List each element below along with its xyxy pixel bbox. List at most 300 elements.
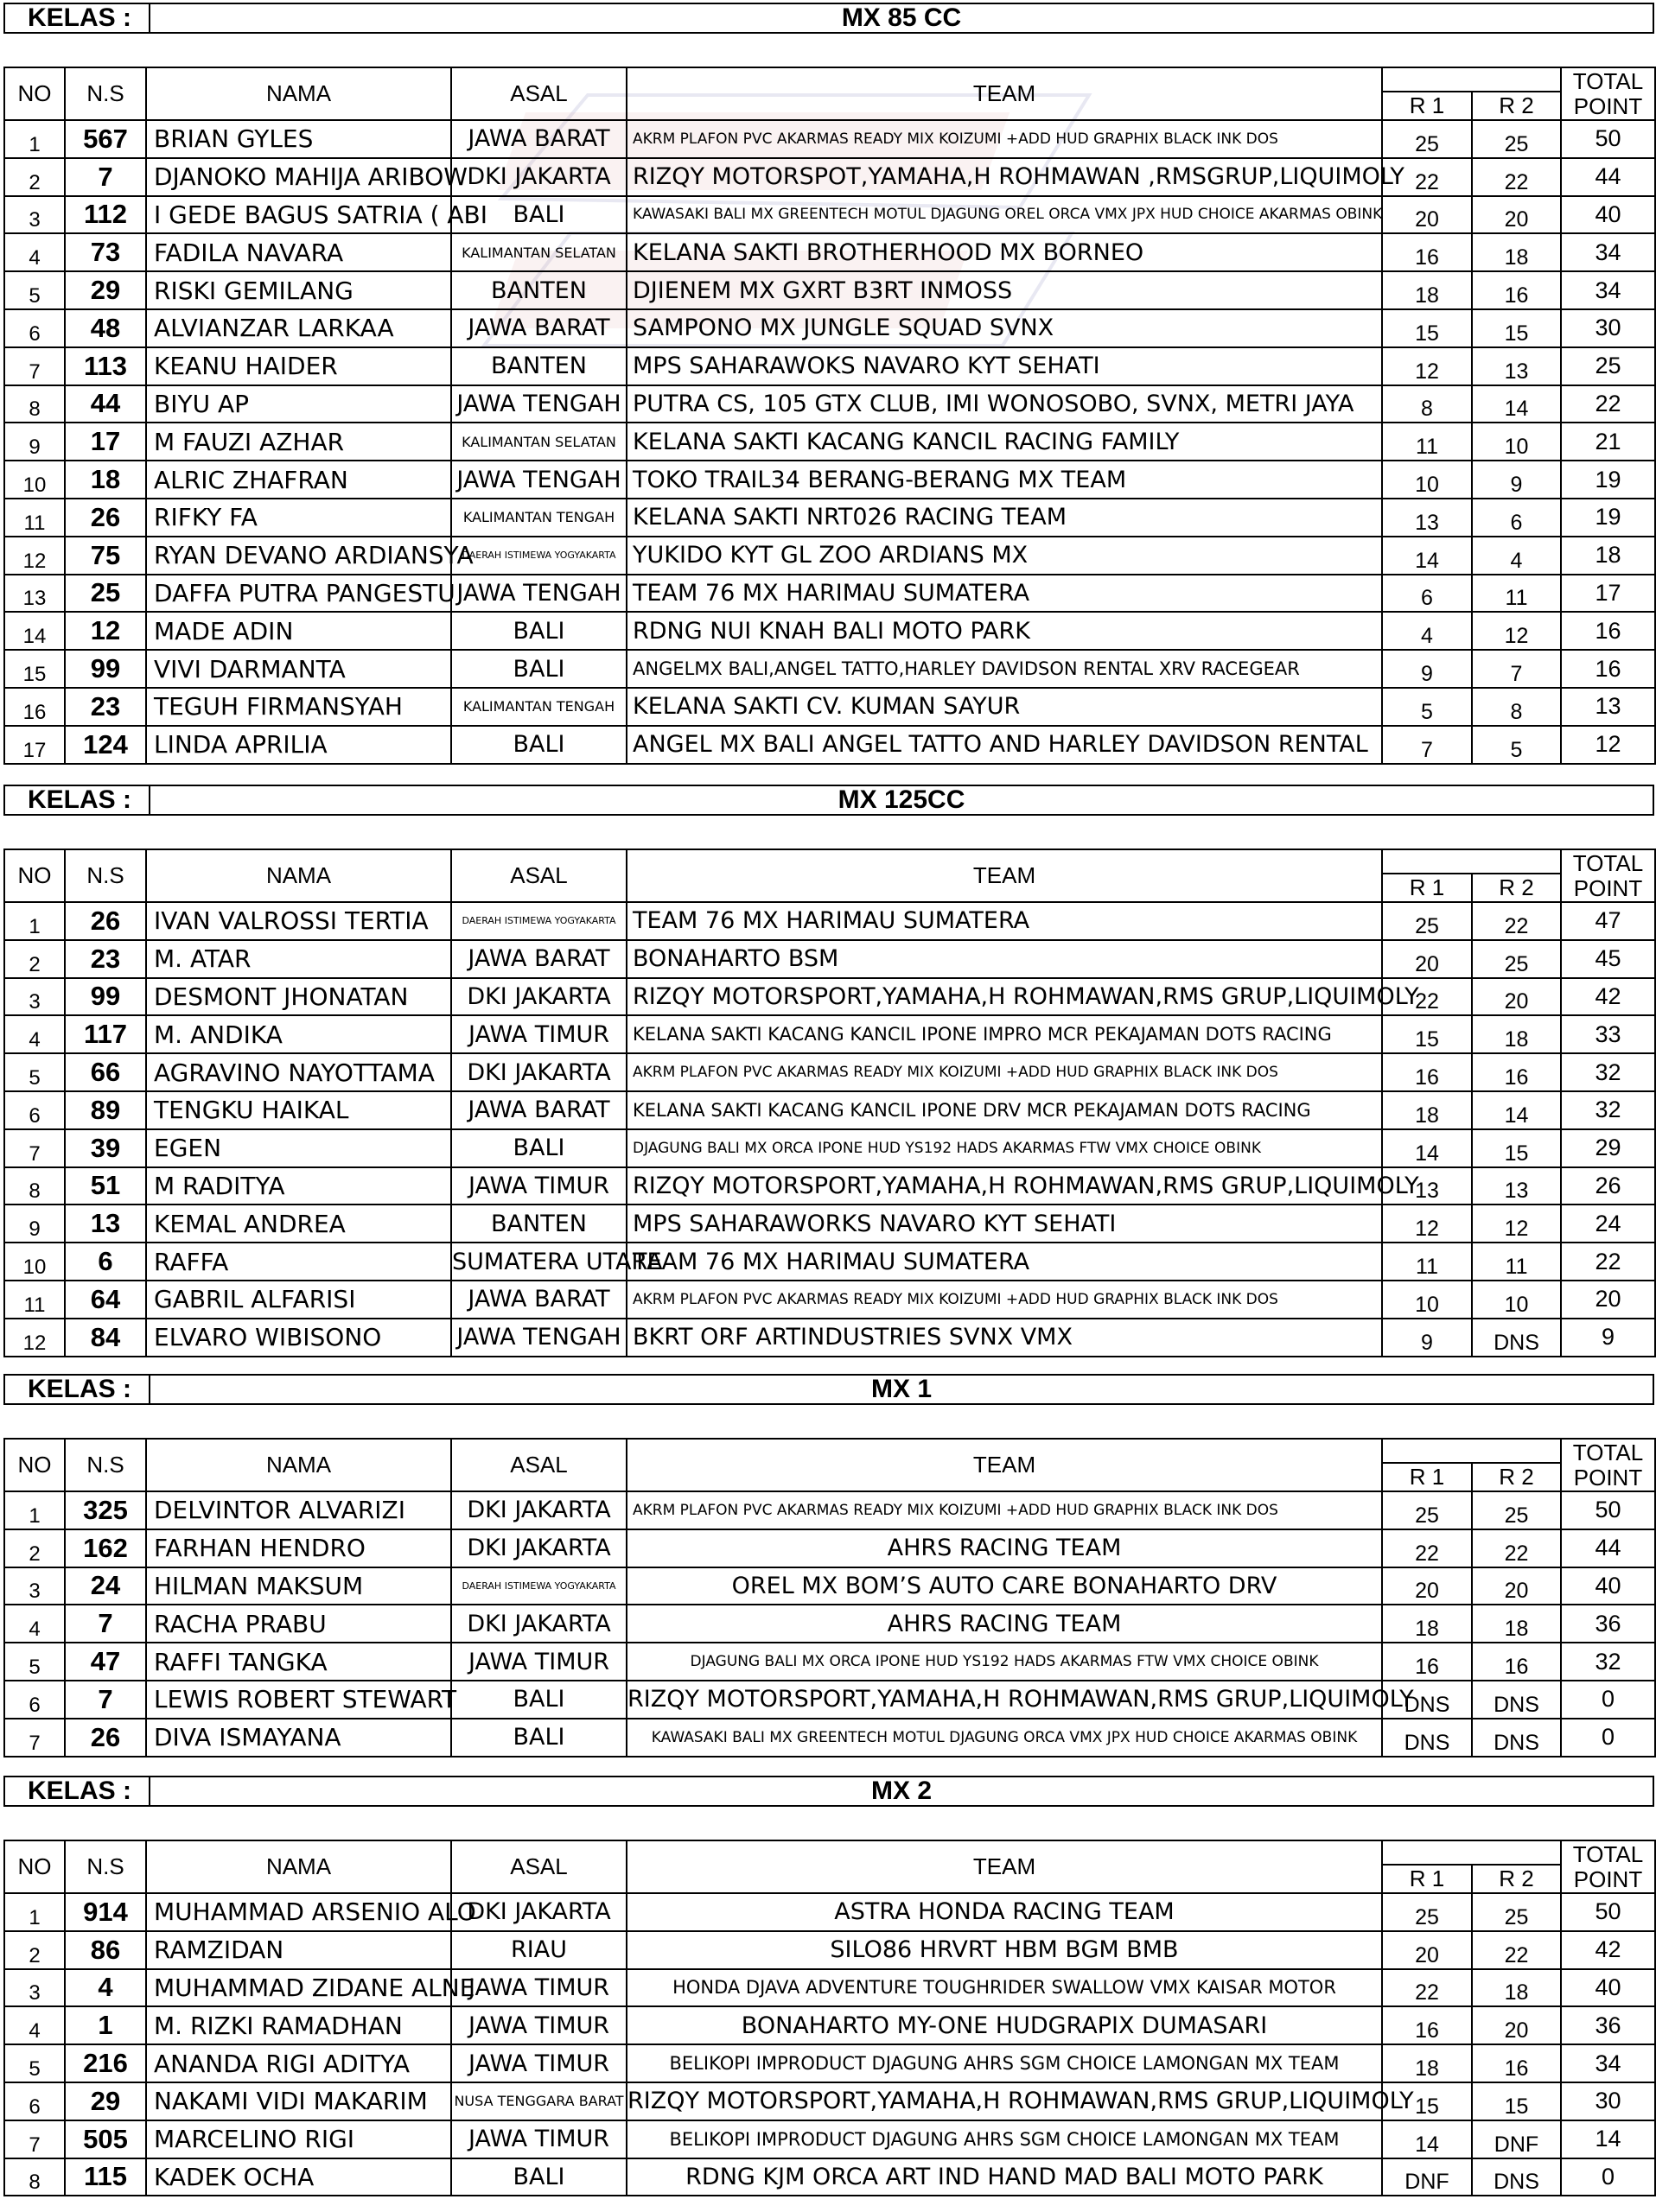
table-row: [4, 1129, 1655, 1167]
cell-start-number: 6: [65, 1243, 146, 1281]
cell-start-number: 25: [65, 575, 146, 613]
kelas-bar: [3, 1776, 1654, 1807]
cell-start-number: 44: [65, 385, 146, 423]
cell-race1: 11: [1382, 423, 1472, 461]
cell-no: 5: [4, 1643, 65, 1681]
table-row: [4, 1167, 1655, 1205]
cell-total-point: 30: [1561, 309, 1655, 347]
cell-race1: DNS: [1382, 1681, 1472, 1719]
cell-rider-name: BRIAN GYLES: [146, 120, 451, 158]
cell-rider-name: NAKAMI VIDI MAKARIM: [146, 2082, 451, 2120]
cell-origin: JAWA BARAT: [451, 1281, 627, 1319]
cell-rider-name: RISKI GEMILANG: [146, 271, 451, 309]
cell-start-number: 13: [65, 1205, 146, 1243]
cell-race2: 22: [1472, 158, 1561, 196]
cell-origin: JAWA TIMUR: [451, 2044, 627, 2082]
cell-origin: JAWA TENGAH: [451, 461, 627, 499]
cell-rider-name: AGRAVINO NAYOTTAMA: [146, 1053, 451, 1091]
table-row: [4, 1243, 1655, 1281]
header-total-line2: POINT: [1573, 1866, 1643, 1892]
cell-rider-name: DELVINTOR ALVARIZI: [146, 1491, 451, 1529]
cell-race1: 25: [1382, 1893, 1472, 1931]
cell-race1: DNF: [1382, 2158, 1472, 2196]
cell-race2: 20: [1472, 196, 1561, 234]
header-no: NO: [4, 1439, 65, 1491]
cell-team: AKRM PLAFON PVC AKARMAS READY MIX KOIZUMI +ADD HUD GRAPHIX BLACK INK DOS: [627, 1281, 1382, 1319]
cell-rider-name: DJANOKO MAHIJA ARIBOW: [146, 158, 451, 196]
table-row: [4, 650, 1655, 688]
cell-no: 1: [4, 120, 65, 158]
table-row: [4, 1643, 1655, 1681]
cell-race2: 10: [1472, 423, 1561, 461]
cell-race2: 14: [1472, 1091, 1561, 1129]
cell-start-number: 26: [65, 499, 146, 537]
cell-race2: 9: [1472, 461, 1561, 499]
cell-origin: BALI: [451, 1681, 627, 1719]
kelas-name: MX 2: [870, 1777, 933, 1805]
header-ns: N.S: [65, 1840, 146, 1893]
cell-rider-name: LEWIS ROBERT STEWART: [146, 1681, 451, 1719]
cell-start-number: 7: [65, 1681, 146, 1719]
header-race-group: [1382, 849, 1561, 874]
cell-team: HONDA DJAVA ADVENTURE TOUGHRIDER SWALLOW VMX KAISAR MOTOR: [627, 1969, 1382, 2007]
table-row: [4, 196, 1655, 234]
cell-race1: 22: [1382, 158, 1472, 196]
cell-team: RDNG NUI KNAH BALI MOTO PARK: [627, 612, 1382, 650]
cell-race1: 14: [1382, 1129, 1472, 1167]
table-row: [4, 423, 1655, 461]
cell-race1: 11: [1382, 1243, 1472, 1281]
table-row: [4, 1681, 1655, 1719]
cell-race1: 8: [1382, 385, 1472, 423]
cell-total-point: 42: [1561, 1931, 1655, 1969]
cell-origin: DAERAH ISTIMEWA YOGYAKARTA: [451, 537, 627, 575]
cell-rider-name: M RADITYA: [146, 1167, 451, 1205]
cell-race2: 18: [1472, 1969, 1561, 2007]
cell-start-number: 39: [65, 1129, 146, 1167]
cell-total-point: 20: [1561, 1281, 1655, 1319]
header-total-line1: TOTAL: [1572, 1439, 1644, 1465]
cell-race1: 20: [1382, 1931, 1472, 1969]
cell-start-number: 29: [65, 271, 146, 309]
cell-no: 1: [4, 1491, 65, 1529]
cell-race1: 25: [1382, 1491, 1472, 1529]
cell-total-point: 50: [1561, 120, 1655, 158]
cell-race1: 15: [1382, 2082, 1472, 2120]
cell-no: 6: [4, 309, 65, 347]
cell-race1: 20: [1382, 1567, 1472, 1605]
cell-race2: 20: [1472, 2006, 1561, 2044]
cell-origin: JAWA TIMUR: [451, 1643, 627, 1681]
cell-start-number: 26: [65, 1719, 146, 1757]
cell-no: 5: [4, 2044, 65, 2082]
cell-total-point: 40: [1561, 196, 1655, 234]
cell-no: 8: [4, 1167, 65, 1205]
cell-team: PUTRA CS, 105 GTX CLUB, IMI WONOSOBO, SVNX, METRI JAYA: [627, 385, 1382, 423]
table-row: [4, 233, 1655, 271]
cell-team: RIZQY MOTORSPORT,YAMAHA,H ROHMAWAN,RMS GRUP,LIQUIMOLY: [627, 1681, 1382, 1719]
cell-total-point: 21: [1561, 423, 1655, 461]
cell-start-number: 48: [65, 309, 146, 347]
cell-total-point: 29: [1561, 1129, 1655, 1167]
cell-total-point: 12: [1561, 726, 1655, 764]
cell-no: 11: [4, 499, 65, 537]
cell-origin: DKI JAKARTA: [451, 978, 627, 1016]
cell-no: 4: [4, 1015, 65, 1053]
cell-start-number: 117: [65, 1015, 146, 1053]
header-ns: N.S: [65, 1439, 146, 1491]
cell-race2: 11: [1472, 1243, 1561, 1281]
cell-total-point: 22: [1561, 1243, 1655, 1281]
cell-origin: JAWA TIMUR: [451, 2120, 627, 2158]
header-total-line2: POINT: [1573, 874, 1643, 901]
cell-rider-name: MUHAMMAD ARSENIO ALO: [146, 1893, 451, 1931]
cell-no: 3: [4, 1969, 65, 2007]
header-nama: NAMA: [146, 849, 451, 902]
cell-team: ASTRA HONDA RACING TEAM: [627, 1893, 1382, 1931]
cell-no: 3: [4, 978, 65, 1016]
cell-total-point: 32: [1561, 1091, 1655, 1129]
cell-total-point: 50: [1561, 1491, 1655, 1529]
cell-start-number: 99: [65, 978, 146, 1016]
cell-race1: 6: [1382, 575, 1472, 613]
cell-origin: JAWA TENGAH: [451, 575, 627, 613]
cell-origin: JAWA BARAT: [451, 120, 627, 158]
header-asal: ASAL: [451, 67, 627, 120]
cell-race2: 15: [1472, 2082, 1561, 2120]
cell-team: RIZQY MOTORSPORT,YAMAHA,H ROHMAWAN,RMS GRUP,LIQUIMOLY: [627, 978, 1382, 1016]
cell-team: AKRM PLAFON PVC AKARMAS READY MIX KOIZUMI +ADD HUD GRAPHIX BLACK INK DOS: [627, 1053, 1382, 1091]
cell-origin: JAWA TENGAH: [451, 1319, 627, 1357]
cell-race1: 18: [1382, 1091, 1472, 1129]
cell-no: 16: [4, 688, 65, 726]
cell-total-point: 17: [1561, 575, 1655, 613]
cell-origin: JAWA BARAT: [451, 1091, 627, 1129]
table-row: [4, 1281, 1655, 1319]
cell-total-point: 0: [1561, 1681, 1655, 1719]
cell-team: RDNG KJM ORCA ART IND HAND MAD BALI MOTO PARK: [627, 2158, 1382, 2196]
header-total-line2: POINT: [1573, 1464, 1643, 1491]
cell-race1: 15: [1382, 1015, 1472, 1053]
cell-origin: BALI: [451, 726, 627, 764]
cell-total-point: 45: [1561, 940, 1655, 978]
cell-team: BKRT ORF ARTINDUSTRIES SVNX VMX: [627, 1319, 1382, 1357]
cell-start-number: 7: [65, 158, 146, 196]
cell-team: OREL MX BOM’S AUTO CARE BONAHARTO DRV: [627, 1567, 1382, 1605]
cell-origin: JAWA TIMUR: [451, 1015, 627, 1053]
cell-no: 8: [4, 2158, 65, 2196]
cell-race1: 25: [1382, 902, 1472, 940]
cell-race2: 10: [1472, 1281, 1561, 1319]
cell-race2: 15: [1472, 1129, 1561, 1167]
cell-no: 13: [4, 575, 65, 613]
cell-total-point: 36: [1561, 1605, 1655, 1643]
table-row: [4, 1931, 1655, 1969]
table-row: [4, 688, 1655, 726]
cell-start-number: 26: [65, 902, 146, 940]
table-row: [4, 385, 1655, 423]
cell-team: AHRS RACING TEAM: [627, 1529, 1382, 1567]
table-row: [4, 1529, 1655, 1567]
cell-rider-name: M. RIZKI RAMADHAN: [146, 2006, 451, 2044]
cell-team: RIZQY MOTORSPOT,YAMAHA,H ROHMAWAN ,RMSGRUP,LIQUIMOLY: [627, 158, 1382, 196]
cell-team: RIZQY MOTORSPORT,YAMAHA,H ROHMAWAN,RMS GRUP,LIQUIMOLY: [627, 1167, 1382, 1205]
cell-race1: 14: [1382, 2120, 1472, 2158]
cell-rider-name: M FAUZI AZHAR: [146, 423, 451, 461]
cell-total-point: 16: [1561, 612, 1655, 650]
cell-team: ANGELMX BALI,ANGEL TATTO,HARLEY DAVIDSON RENTAL XRV RACEGEAR: [627, 650, 1382, 688]
cell-race2: 18: [1472, 233, 1561, 271]
kelas-name: MX 85 CC: [841, 3, 962, 32]
cell-team: KELANA SAKTI KACANG KANCIL IPONE DRV MCR PEKAJAMAN DOTS RACING: [627, 1091, 1382, 1129]
cell-race1: 22: [1382, 978, 1472, 1016]
cell-no: 5: [4, 271, 65, 309]
cell-no: 6: [4, 2082, 65, 2120]
header-team: TEAM: [627, 849, 1382, 902]
cell-total-point: 0: [1561, 1719, 1655, 1757]
table-row: [4, 2006, 1655, 2044]
cell-no: 11: [4, 1281, 65, 1319]
cell-race2: 18: [1472, 1605, 1561, 1643]
cell-race1: 7: [1382, 726, 1472, 764]
header-total-line1: TOTAL: [1572, 1840, 1644, 1867]
header-r1: R 1: [1382, 1463, 1472, 1491]
cell-team: DJAGUNG BALI MX ORCA IPONE HUD YS192 HADS AKARMAS FTW VMX CHOICE OBINK: [627, 1129, 1382, 1167]
cell-start-number: 18: [65, 461, 146, 499]
header-no: NO: [4, 849, 65, 902]
cell-no: 12: [4, 537, 65, 575]
kelas-bar: [3, 785, 1654, 816]
cell-origin: KALIMANTAN TENGAH: [451, 688, 627, 726]
header-asal: ASAL: [451, 849, 627, 902]
cell-team: KELANA SAKTI BROTHERHOOD MX BORNEO: [627, 233, 1382, 271]
cell-team: KELANA SAKTI KACANG KANCIL IPONE IMPRO MCR PEKAJAMAN DOTS RACING: [627, 1015, 1382, 1053]
results-table: [3, 67, 1656, 765]
cell-no: 9: [4, 1205, 65, 1243]
cell-rider-name: FARHAN HENDRO: [146, 1529, 451, 1567]
cell-team: BONAHARTO MY-ONE HUDGRAPIX DUMASARI: [627, 2006, 1382, 2044]
cell-race2: 18: [1472, 1015, 1561, 1053]
cell-rider-name: KEMAL ANDREA: [146, 1205, 451, 1243]
cell-race1: 16: [1382, 1643, 1472, 1681]
cell-no: 15: [4, 650, 65, 688]
kelas-label: KELAS :: [5, 1376, 150, 1403]
cell-race2: 22: [1472, 1529, 1561, 1567]
cell-no: 3: [4, 196, 65, 234]
cell-race2: 8: [1472, 688, 1561, 726]
cell-rider-name: MADE ADIN: [146, 612, 451, 650]
cell-total-point: 44: [1561, 1529, 1655, 1567]
cell-race1: 22: [1382, 1529, 1472, 1567]
cell-total-point: 40: [1561, 1567, 1655, 1605]
cell-origin: BANTEN: [451, 347, 627, 385]
cell-start-number: 216: [65, 2044, 146, 2082]
cell-no: 3: [4, 1567, 65, 1605]
cell-total-point: 32: [1561, 1053, 1655, 1091]
cell-total-point: 14: [1561, 2120, 1655, 2158]
cell-rider-name: MUHAMMAD ZIDANE ALNE: [146, 1969, 451, 2007]
cell-start-number: 7: [65, 1605, 146, 1643]
table-row: [4, 271, 1655, 309]
cell-origin: KALIMANTAN TENGAH: [451, 499, 627, 537]
cell-origin: DKI JAKARTA: [451, 1053, 627, 1091]
table-row: [4, 1205, 1655, 1243]
header-asal: ASAL: [451, 1439, 627, 1491]
cell-origin: DKI JAKARTA: [451, 158, 627, 196]
kelas-name: MX 125CC: [838, 785, 965, 814]
cell-team: DJAGUNG BALI MX ORCA IPONE HUD YS192 HADS AKARMAS FTW VMX CHOICE OBINK: [627, 1643, 1382, 1681]
table-row: [4, 158, 1655, 196]
cell-team: TEAM 76 MX HARIMAU SUMATERA: [627, 575, 1382, 613]
cell-team: KAWASAKI BALI MX GREENTECH MOTUL DJAGUNG OREL ORCA VMX JPX HUD CHOICE AKARMAS OBINK: [627, 196, 1382, 234]
header-race-group: [1382, 67, 1561, 92]
table-row: [4, 1605, 1655, 1643]
header-r2: R 2: [1472, 1463, 1561, 1491]
header-team: TEAM: [627, 67, 1382, 120]
cell-no: 9: [4, 423, 65, 461]
kelas-name: MX 1: [870, 1375, 933, 1403]
results-table: [3, 1438, 1656, 1758]
cell-origin: DKI JAKARTA: [451, 1893, 627, 1931]
cell-origin: BANTEN: [451, 1205, 627, 1243]
cell-race1: 14: [1382, 537, 1472, 575]
cell-rider-name: MARCELINO RIGI: [146, 2120, 451, 2158]
cell-origin: BALI: [451, 1719, 627, 1757]
cell-start-number: 84: [65, 1319, 146, 1357]
cell-team: RIZQY MOTORSPORT,YAMAHA,H ROHMAWAN,RMS GRUP,LIQUIMOLY: [627, 2082, 1382, 2120]
cell-total-point: 44: [1561, 158, 1655, 196]
cell-race2: 12: [1472, 612, 1561, 650]
cell-no: 7: [4, 2120, 65, 2158]
cell-origin: DAERAH ISTIMEWA YOGYAKARTA: [451, 1567, 627, 1605]
cell-origin: BALI: [451, 612, 627, 650]
table-row: [4, 1491, 1655, 1529]
cell-rider-name: KEANU HAIDER: [146, 347, 451, 385]
cell-team: SILO86 HRVRT HBM BGM BMB: [627, 1931, 1382, 1969]
cell-rider-name: I GEDE BAGUS SATRIA ( ABI: [146, 196, 451, 234]
cell-rider-name: ALRIC ZHAFRAN: [146, 461, 451, 499]
cell-rider-name: ALVIANZAR LARKAA: [146, 309, 451, 347]
cell-race1: 13: [1382, 499, 1472, 537]
table-row: [4, 1567, 1655, 1605]
cell-origin: BALI: [451, 2158, 627, 2196]
cell-no: 4: [4, 2006, 65, 2044]
cell-race1: 16: [1382, 2006, 1472, 2044]
cell-start-number: 113: [65, 347, 146, 385]
table-row: [4, 461, 1655, 499]
cell-rider-name: DIVA ISMAYANA: [146, 1719, 451, 1757]
cell-race1: 18: [1382, 2044, 1472, 2082]
kelas-label: KELAS :: [5, 786, 150, 814]
cell-rider-name: KADEK OCHA: [146, 2158, 451, 2196]
cell-origin: DAERAH ISTIMEWA YOGYAKARTA: [451, 902, 627, 940]
table-row: [4, 1319, 1655, 1357]
cell-team: TOKO TRAIL34 BERANG-BERANG MX TEAM: [627, 461, 1382, 499]
header-team: TEAM: [627, 1439, 1382, 1491]
cell-rider-name: ANANDA RIGI ADITYA: [146, 2044, 451, 2082]
cell-start-number: 1: [65, 2006, 146, 2044]
cell-rider-name: HILMAN MAKSUM: [146, 1567, 451, 1605]
cell-rider-name: FADILA NAVARA: [146, 233, 451, 271]
cell-total-point: 13: [1561, 688, 1655, 726]
cell-start-number: 505: [65, 2120, 146, 2158]
cell-no: 7: [4, 347, 65, 385]
cell-start-number: 162: [65, 1529, 146, 1567]
table-row: [4, 120, 1655, 158]
cell-total-point: 36: [1561, 2006, 1655, 2044]
cell-no: 5: [4, 1053, 65, 1091]
cell-team: AKRM PLAFON PVC AKARMAS READY MIX KOIZUMI +ADD HUD GRAPHIX BLACK INK DOS: [627, 1491, 1382, 1529]
cell-start-number: 914: [65, 1893, 146, 1931]
cell-race2: 16: [1472, 1053, 1561, 1091]
cell-team: AHRS RACING TEAM: [627, 1605, 1382, 1643]
header-r2: R 2: [1472, 874, 1561, 902]
cell-no: 2: [4, 940, 65, 978]
cell-race2: DNS: [1472, 1681, 1561, 1719]
cell-race1: 12: [1382, 1205, 1472, 1243]
cell-rider-name: IVAN VALROSSI TERTIA: [146, 902, 451, 940]
cell-race2: 16: [1472, 1643, 1561, 1681]
cell-race2: 7: [1472, 650, 1561, 688]
cell-start-number: 47: [65, 1643, 146, 1681]
kelas-label: KELAS :: [5, 4, 150, 32]
cell-origin: SUMATERA UTARA: [451, 1243, 627, 1281]
cell-start-number: 325: [65, 1491, 146, 1529]
cell-rider-name: LINDA APRILIA: [146, 726, 451, 764]
cell-no: 2: [4, 1529, 65, 1567]
cell-race1: 13: [1382, 1167, 1472, 1205]
cell-origin: JAWA TENGAH: [451, 385, 627, 423]
cell-team: BELIKOPI IMPRODUCT DJAGUNG AHRS SGM CHOICE LAMONGAN MX TEAM: [627, 2120, 1382, 2158]
cell-start-number: 24: [65, 1567, 146, 1605]
cell-no: 10: [4, 1243, 65, 1281]
cell-team: AKRM PLAFON PVC AKARMAS READY MIX KOIZUMI +ADD HUD GRAPHIX BLACK INK DOS: [627, 120, 1382, 158]
header-nama: NAMA: [146, 67, 451, 120]
cell-origin: JAWA BARAT: [451, 940, 627, 978]
kelas-bar: [3, 1374, 1654, 1405]
cell-origin: RIAU: [451, 1931, 627, 1969]
cell-race2: 12: [1472, 1205, 1561, 1243]
cell-start-number: 12: [65, 612, 146, 650]
cell-rider-name: BIYU AP: [146, 385, 451, 423]
cell-start-number: 29: [65, 2082, 146, 2120]
table-row: [4, 1015, 1655, 1053]
results-table: [3, 1840, 1656, 2196]
table-row: [4, 309, 1655, 347]
table-row: [4, 2158, 1655, 2196]
cell-origin: JAWA BARAT: [451, 309, 627, 347]
header-team: TEAM: [627, 1840, 1382, 1893]
cell-rider-name: VIVI DARMANTA: [146, 650, 451, 688]
cell-race2: 25: [1472, 1893, 1561, 1931]
cell-rider-name: RACHA PRABU: [146, 1605, 451, 1643]
cell-race1: 18: [1382, 1605, 1472, 1643]
cell-team: MPS SAHARAWOKS NAVARO KYT SEHATI: [627, 347, 1382, 385]
cell-race1: 18: [1382, 271, 1472, 309]
cell-origin: BALI: [451, 650, 627, 688]
table-row: [4, 902, 1655, 940]
header-r1: R 1: [1382, 1865, 1472, 1893]
cell-team: KELANA SAKTI NRT026 RACING TEAM: [627, 499, 1382, 537]
header-race-group: [1382, 1439, 1561, 1463]
cell-race2: 4: [1472, 537, 1561, 575]
cell-start-number: 89: [65, 1091, 146, 1129]
cell-no: 6: [4, 1681, 65, 1719]
cell-race2: 25: [1472, 1491, 1561, 1529]
cell-rider-name: M. ANDIKA: [146, 1015, 451, 1053]
cell-race2: 20: [1472, 1567, 1561, 1605]
header-total: [1561, 1439, 1655, 1491]
